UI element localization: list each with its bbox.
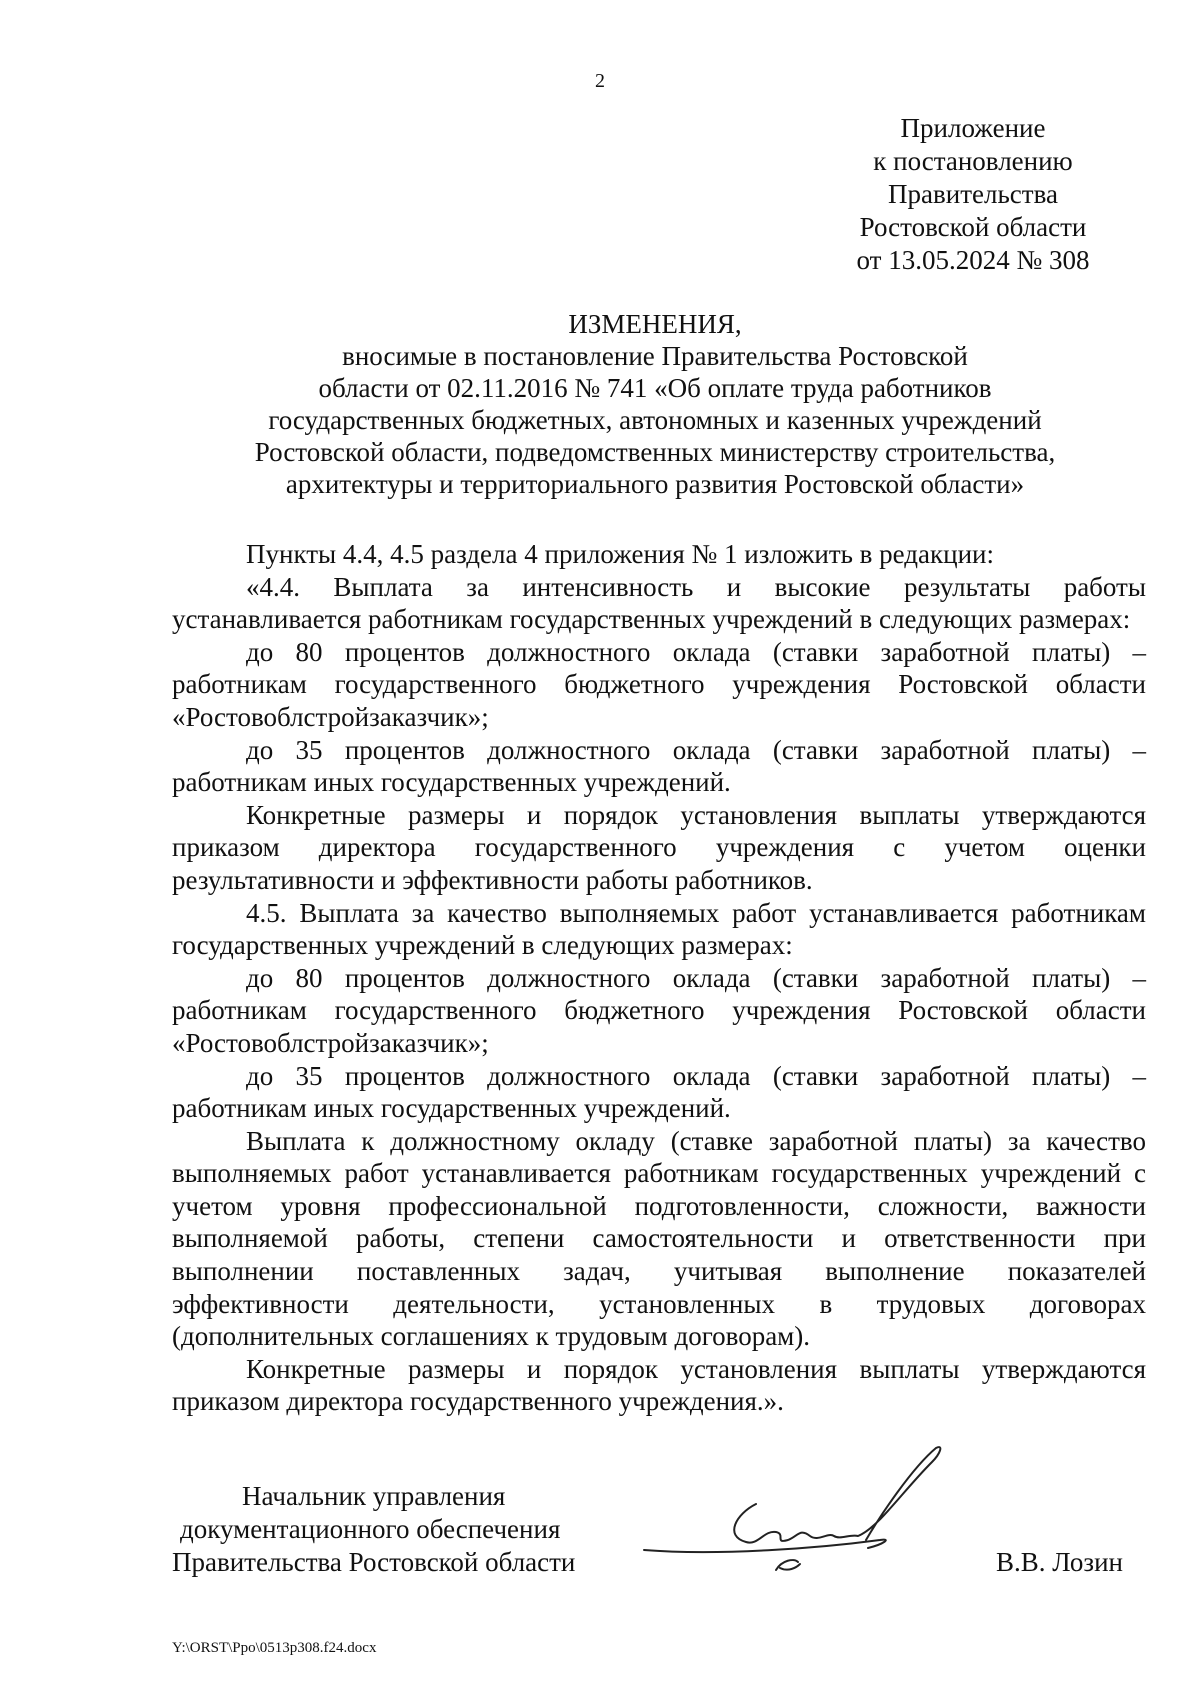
title-line: государственных бюджетных, автономных и казенных учреждений xyxy=(268,405,1042,435)
title-line: вносимые в постановление Правительства Ростовской xyxy=(342,341,968,371)
title-line: области от 02.11.2016 № 741 «Об оплате труда работников xyxy=(318,373,992,403)
body-paragraph: Пункты 4.4, 4.5 раздела 4 приложения № 1 изложить в редакции: xyxy=(246,539,994,569)
body-paragraph: до 80 процентов должностного оклада (ставки заработной платы) – работникам государственного бюджетного учреждения Ростовской области «Ростовоблстройзаказчик»; xyxy=(172,962,1146,1058)
position-line: документационного обеспечения xyxy=(180,1514,561,1544)
body-paragraph: 4.5. Выплата за качество выполняемых работ устанавливается работникам государственных учреждений в следующих размерах: xyxy=(172,897,1146,961)
body-paragraph: «4.4. Выплата за интенсивность и высокие результаты работы устанавливается работникам государственных учреждений в следующих размерах: xyxy=(172,571,1146,635)
appendix-line: к постановлению xyxy=(873,146,1073,176)
handwritten-signature xyxy=(640,1432,980,1572)
body-paragraph: Конкретные размеры и порядок установления выплаты утверждаются приказом директора государственного учреждения.». xyxy=(172,1353,1146,1417)
appendix-line: Приложение xyxy=(900,113,1046,143)
signer-name: В.В. Лозин xyxy=(996,1547,1123,1577)
position-line: Начальник управления xyxy=(242,1481,506,1511)
document-body xyxy=(172,538,1146,1418)
signature-position xyxy=(172,1480,575,1579)
appendix-header xyxy=(830,112,1116,277)
appendix-line: Правительства xyxy=(888,179,1058,209)
position-line: Правительства Ростовской области xyxy=(172,1547,576,1577)
title-line: архитектуры и территориального развития Ростовской области» xyxy=(285,469,1025,499)
body-paragraph: до 80 процентов должностного оклада (ставки заработной платы) – работникам государственного бюджетного учреждения Ростовской области «Ростовоблстройзаказчик»; xyxy=(172,636,1146,732)
title-heading: ИЗМЕНЕНИЯ, xyxy=(568,309,742,339)
appendix-line: от 13.05.2024 № 308 xyxy=(856,245,1090,275)
body-paragraph: Конкретные размеры и порядок установления выплаты утверждаются приказом директора государственного учреждения с учетом оценки результативности и эффективности работы работников. xyxy=(172,799,1146,895)
appendix-line: Ростовской области xyxy=(859,212,1087,242)
body-paragraph: до 35 процентов должностного оклада (ставки заработной платы) – работникам иных государственных учреждений. xyxy=(172,734,1146,798)
file-path: Y:\ORST\Ppo\0513p308.f24.docx xyxy=(172,1640,377,1656)
page-number: 2 xyxy=(595,70,605,92)
body-paragraph: до 35 процентов должностного оклада (ставки заработной платы) – работникам иных государственных учреждений. xyxy=(172,1060,1146,1124)
body-paragraph: Выплата к должностному окладу (ставке заработной платы) за качество выполняемых работ устанавливается работникам государственных учреждений с учетом уровня профессиональной подготовленности, сложности, важности выполняемой работы, степени самостоятельности и ответственности при выполнении поставленных задач, учитывая выполнение показателей эффективности деятельности, установленных в трудовых договорах (дополнительных соглашениях к трудовым договорам). xyxy=(172,1125,1146,1352)
document-title xyxy=(160,308,1150,500)
title-line: Ростовской области, подведомственных министерству строительства, xyxy=(254,437,1056,467)
